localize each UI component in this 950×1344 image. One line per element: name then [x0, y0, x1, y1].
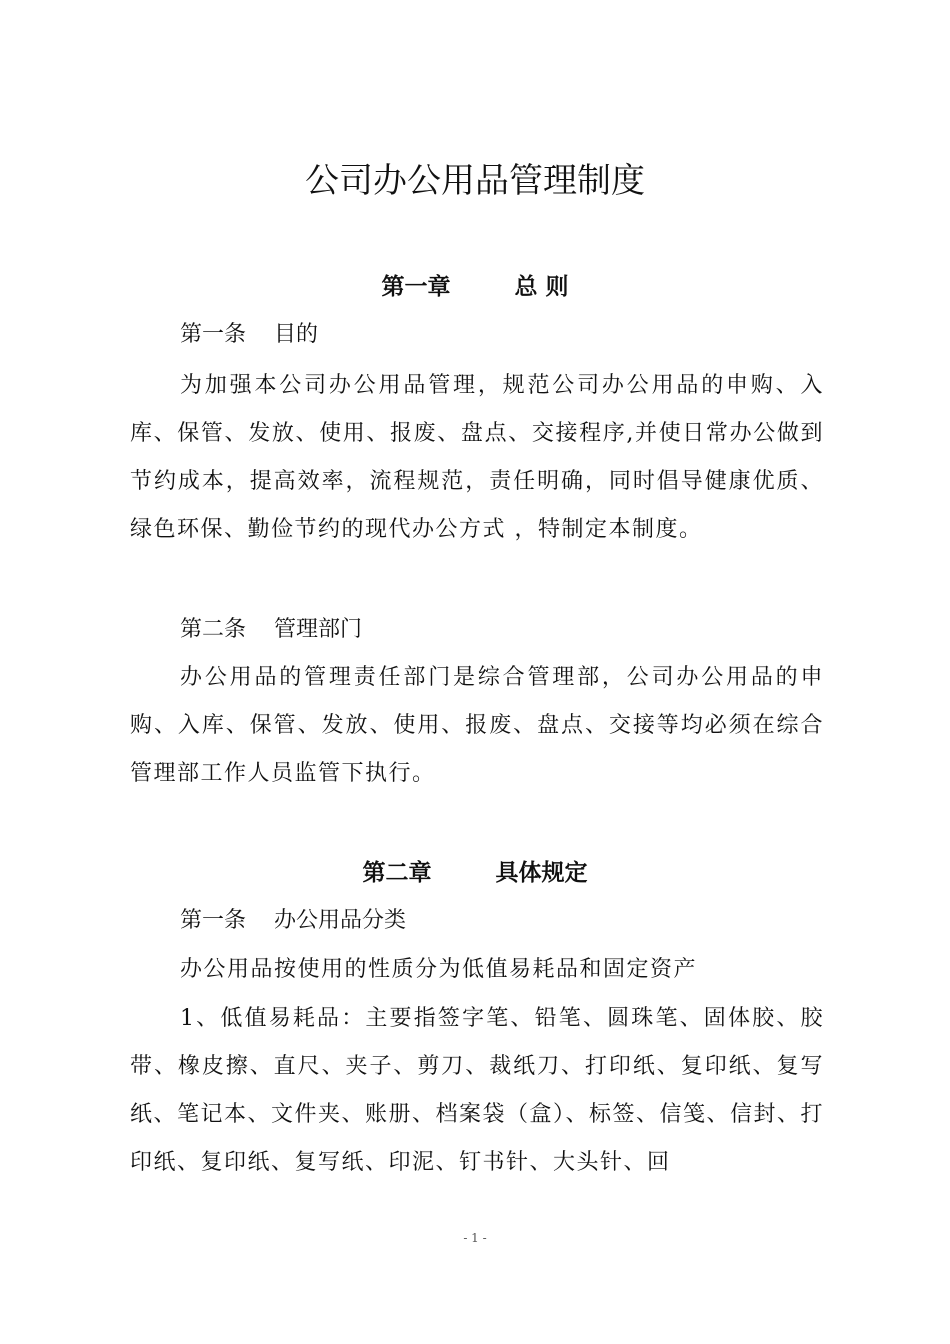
article-title: 目的 — [274, 322, 319, 347]
chapter-2-article-1-heading — [180, 905, 406, 937]
article-number: 第一条 — [180, 908, 247, 933]
article-number: 第二条 — [180, 617, 247, 642]
article-title: 管理部门 — [274, 617, 363, 642]
chapter-1-article-1-heading — [180, 319, 318, 351]
article-number: 第一条 — [180, 322, 247, 347]
chapter-2-heading — [0, 856, 950, 890]
chapter-1-name: 总 则 — [514, 274, 569, 300]
chapter-2-number: 第二章 — [362, 860, 432, 886]
chapter-2-name: 具体规定 — [495, 860, 588, 886]
chapter-1-article-1-paragraph: 为加强本公司办公用品管理，规范公司办公用品的申购、入库、保管、发放、使用、报废、盘点、交接程序,并使日常办公做到节约成本，提高效率，流程规范，责任明确，同时倡导健康优质、绿色环保、勤俭节约的现代办公方式 ，特制定本制度。 — [130, 373, 824, 542]
article-title: 办公用品分类 — [274, 908, 407, 933]
chapter-1-number: 第一章 — [381, 274, 451, 300]
chapter-2-article-1-paragraph-1: 办公用品按使用的性质分为低值易耗品和固定资产 — [180, 957, 698, 982]
chapter-2-article-1-paragraph-2: 1、低值易耗品：主要指签字笔、铅笔、圆珠笔、固体胶、胶带、橡皮擦、直尺、夹子、剪刀、裁纸刀、打印纸、复印纸、复写纸、笔记本、文件夹、账册、档案袋（盒）、标签、信笺、信封、打印纸、复印纸、复写纸、印泥、钉书针、大头针、回 — [130, 1006, 825, 1175]
chapter-1-article-2-paragraph: 办公用品的管理责任部门是综合管理部，公司办公用品的申购、入库、保管、发放、使用、报废、盘点、交接等均必须在综合管理部工作人员监管下执行。 — [130, 665, 824, 786]
chapter-1-article-2-heading — [180, 614, 362, 646]
chapter-1-heading — [0, 270, 950, 304]
document-title: 公司办公用品管理制度 — [305, 161, 645, 201]
page-number: - 1 - — [463, 1231, 487, 1245]
